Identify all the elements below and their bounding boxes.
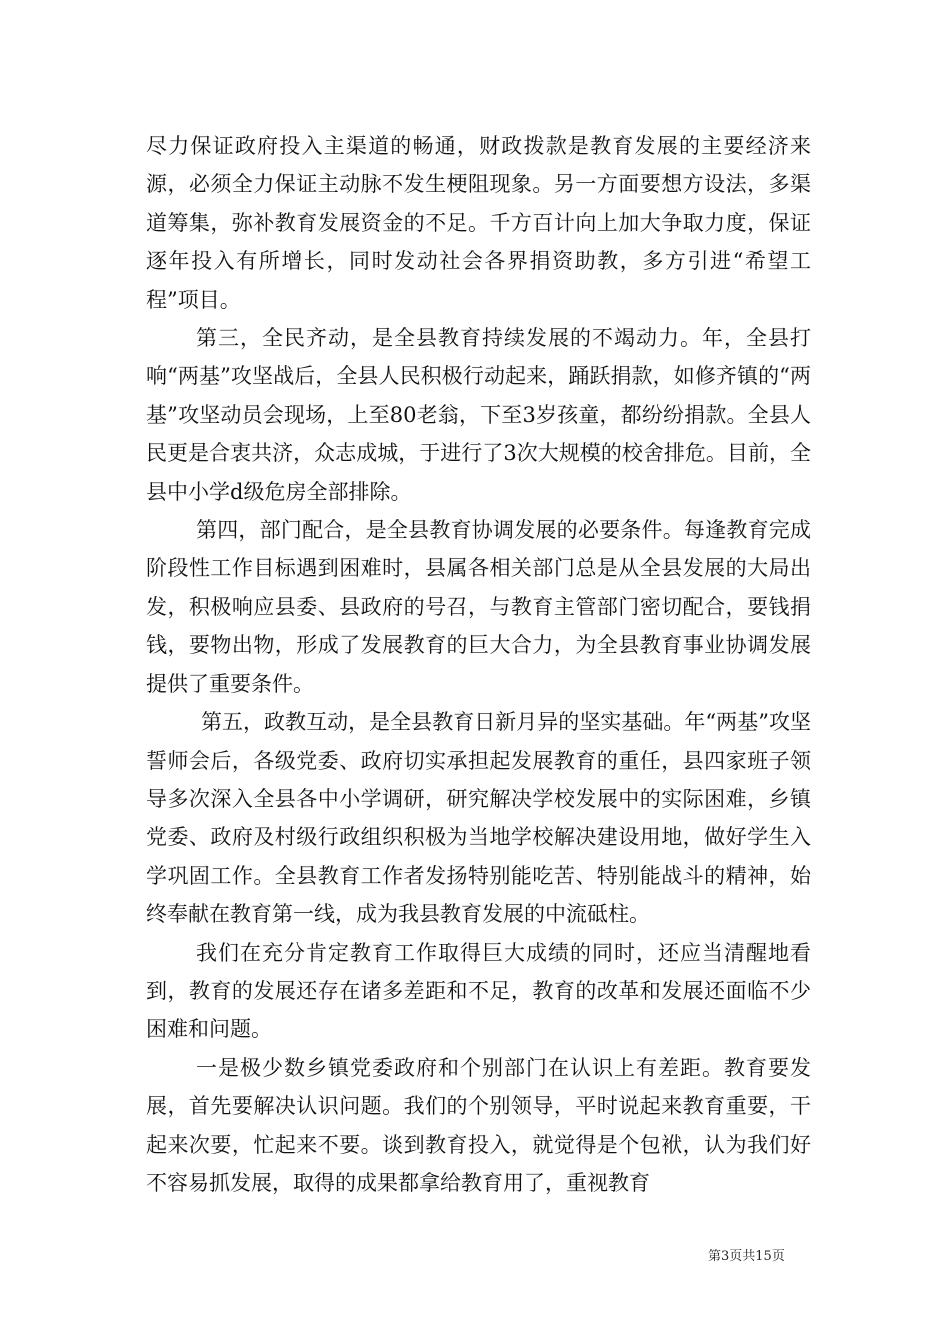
paragraph-fifth-point: 第五，政教互动，是全县教育日新月异的坚实基础。年“两基”攻坚誓师会后，各级党委、政府切实承担起发展教育的重任，县四家班子领导多次深入全县各中小学调研，研究解决学校发展中的实际困难，乡镇党委、政府及村级行政组织积极为当地学校解决建设用地，做好学生入学巩固工作。全县教育工作者发扬特别能吃苦、特别能战斗的精神，始终奉献在教育第一线，成为我县教育发展的中流砥柱。 (146, 710, 811, 927)
paragraph-funding-channels: 尽力保证政府投入主渠道的畅通，财政拨款是教育发展的主要经济来源，必须全力保证主动脉不发生梗阻现象。另一方面要想方设法，多渠道筹集，弥补教育发展资金的不足。千方百计向上加大争取力度，保证逐年投入有所增长，同时发动社会各界捐资助教，多方引进“希望工程”项目。 (146, 134, 811, 312)
page-number-footer: 第3页共15页 (708, 1249, 785, 1264)
paragraph-problems-intro: 我们在充分肯定教育工作取得巨大成绩的同时，还应当清醒地看到，教育的发展还存在诸多差距和不足，教育的改革和发展还面临不少困难和问题。 (146, 940, 811, 1042)
paragraph-third-point: 第三，全民齐动，是全县教育持续发展的不竭动力。年，全县打响“两基”攻坚战后，全县人民积极行动起来，踊跃捐款，如修齐镇的“两基”攻坚动员会现场，上至80老翁，下至3岁孩童，都纷纷捐款。全县人民更是合衷共济，众志成城，于进行了3次大规模的校舍排危。目前，全县中小学d级危房全部排除。 (146, 326, 811, 504)
document-body (146, 127, 811, 1202)
paragraph-fourth-point: 第四，部门配合，是全县教育协调发展的必要条件。每逢教育完成阶段性工作目标遇到困难时，县属各相关部门总是从全县发展的大局出发，积极响应县委、县政府的号召，与教育主管部门密切配合，要钱捐钱，要物出物，形成了发展教育的巨大合力，为全县教育事业协调发展提供了重要条件。 (146, 518, 811, 696)
paragraph-first-problem: 一是极少数乡镇党委政府和个别部门在认识上有差距。教育要发展，首先要解决认识问题。我们的个别领导，平时说起来教育重要，干起来次要，忙起来不要。谈到教育投入，就觉得是个包袱，认为我们好不容易抓发展，取得的成果都拿给教育用了，重视教育 (146, 1055, 811, 1195)
